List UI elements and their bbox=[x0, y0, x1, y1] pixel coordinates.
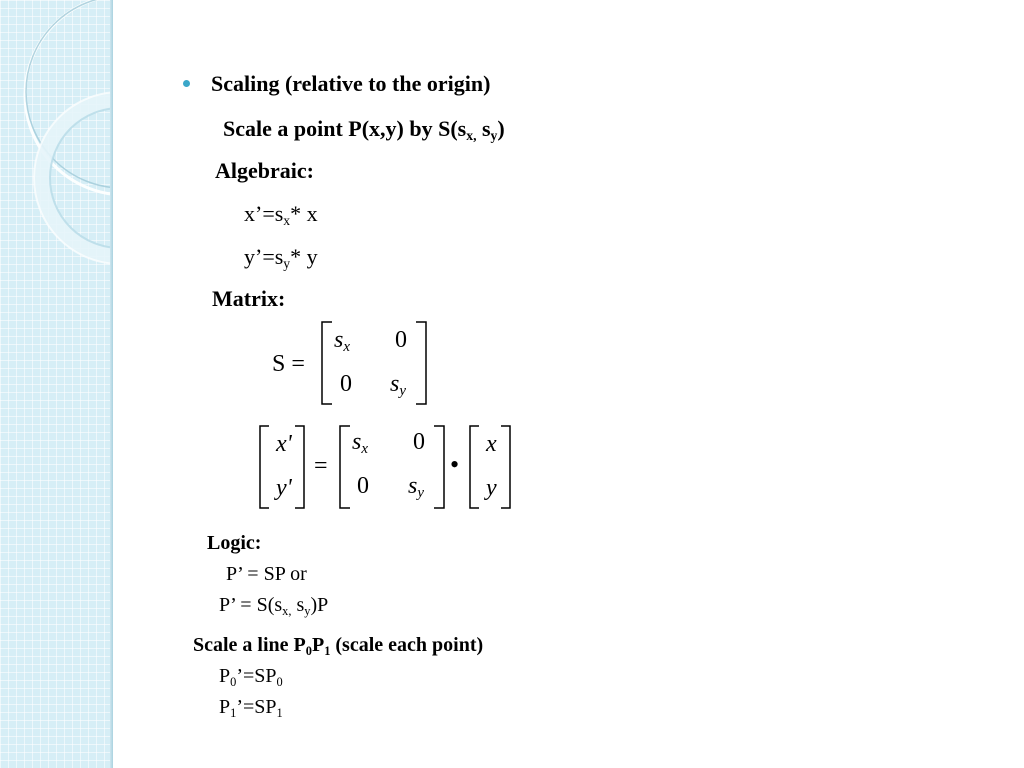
matrix-eq-a21: 0 bbox=[357, 473, 369, 499]
matrix-eq-a22: $s_y$ bbox=[408, 473, 424, 502]
matrix-label: Matrix: bbox=[212, 286, 286, 311]
equation-y: $y’=s_y*$ y bbox=[244, 244, 318, 272]
matrix-eq-a11: $s_x$ bbox=[352, 429, 368, 458]
logic-line-2: P’ = $S(s_{x,}$ $s_y)P$ bbox=[219, 594, 329, 618]
logic-line-1: P’ = SP or bbox=[226, 563, 307, 585]
vector-lhs-y: y' bbox=[276, 475, 292, 501]
vector-rhs-x: x bbox=[486, 431, 497, 457]
p1-equation: $P_1’=SP_1$ bbox=[219, 696, 283, 720]
matrix-s-a21: 0 bbox=[340, 371, 352, 397]
equals-sign: = bbox=[314, 453, 328, 479]
p0-equation: $P_0’=SP_0$ bbox=[219, 665, 283, 689]
heading-scaling: Scaling (relative to the origin) bbox=[211, 71, 491, 96]
matrix-eq-a12: 0 bbox=[413, 429, 425, 455]
decorative-rings-icon bbox=[0, 0, 113, 768]
algebraic-label: Algebraic: bbox=[215, 158, 314, 183]
equation-x: $x’=s_x*$ x bbox=[244, 201, 318, 229]
scale-line-heading: Scale a line $P_0P_1$ (scale each point) bbox=[193, 634, 484, 658]
matrix-s-a22: $s_y$ bbox=[390, 371, 406, 400]
dot-operator: • bbox=[450, 450, 460, 479]
logic-label: Logic: bbox=[207, 532, 262, 554]
vector-rhs-y: y bbox=[486, 475, 497, 501]
matrix-s-lhs: S = bbox=[272, 351, 305, 377]
vector-lhs-x: x' bbox=[276, 431, 292, 457]
scale-point-line: Scale a point P(x,y) by $S(s_{x,}$ $s_y$) bbox=[223, 116, 505, 144]
matrix-s-a11: $s_x$ bbox=[334, 327, 350, 356]
decorative-side-panel bbox=[0, 0, 113, 768]
bullet-icon bbox=[183, 80, 190, 87]
matrix-s-a12: 0 bbox=[395, 327, 407, 353]
